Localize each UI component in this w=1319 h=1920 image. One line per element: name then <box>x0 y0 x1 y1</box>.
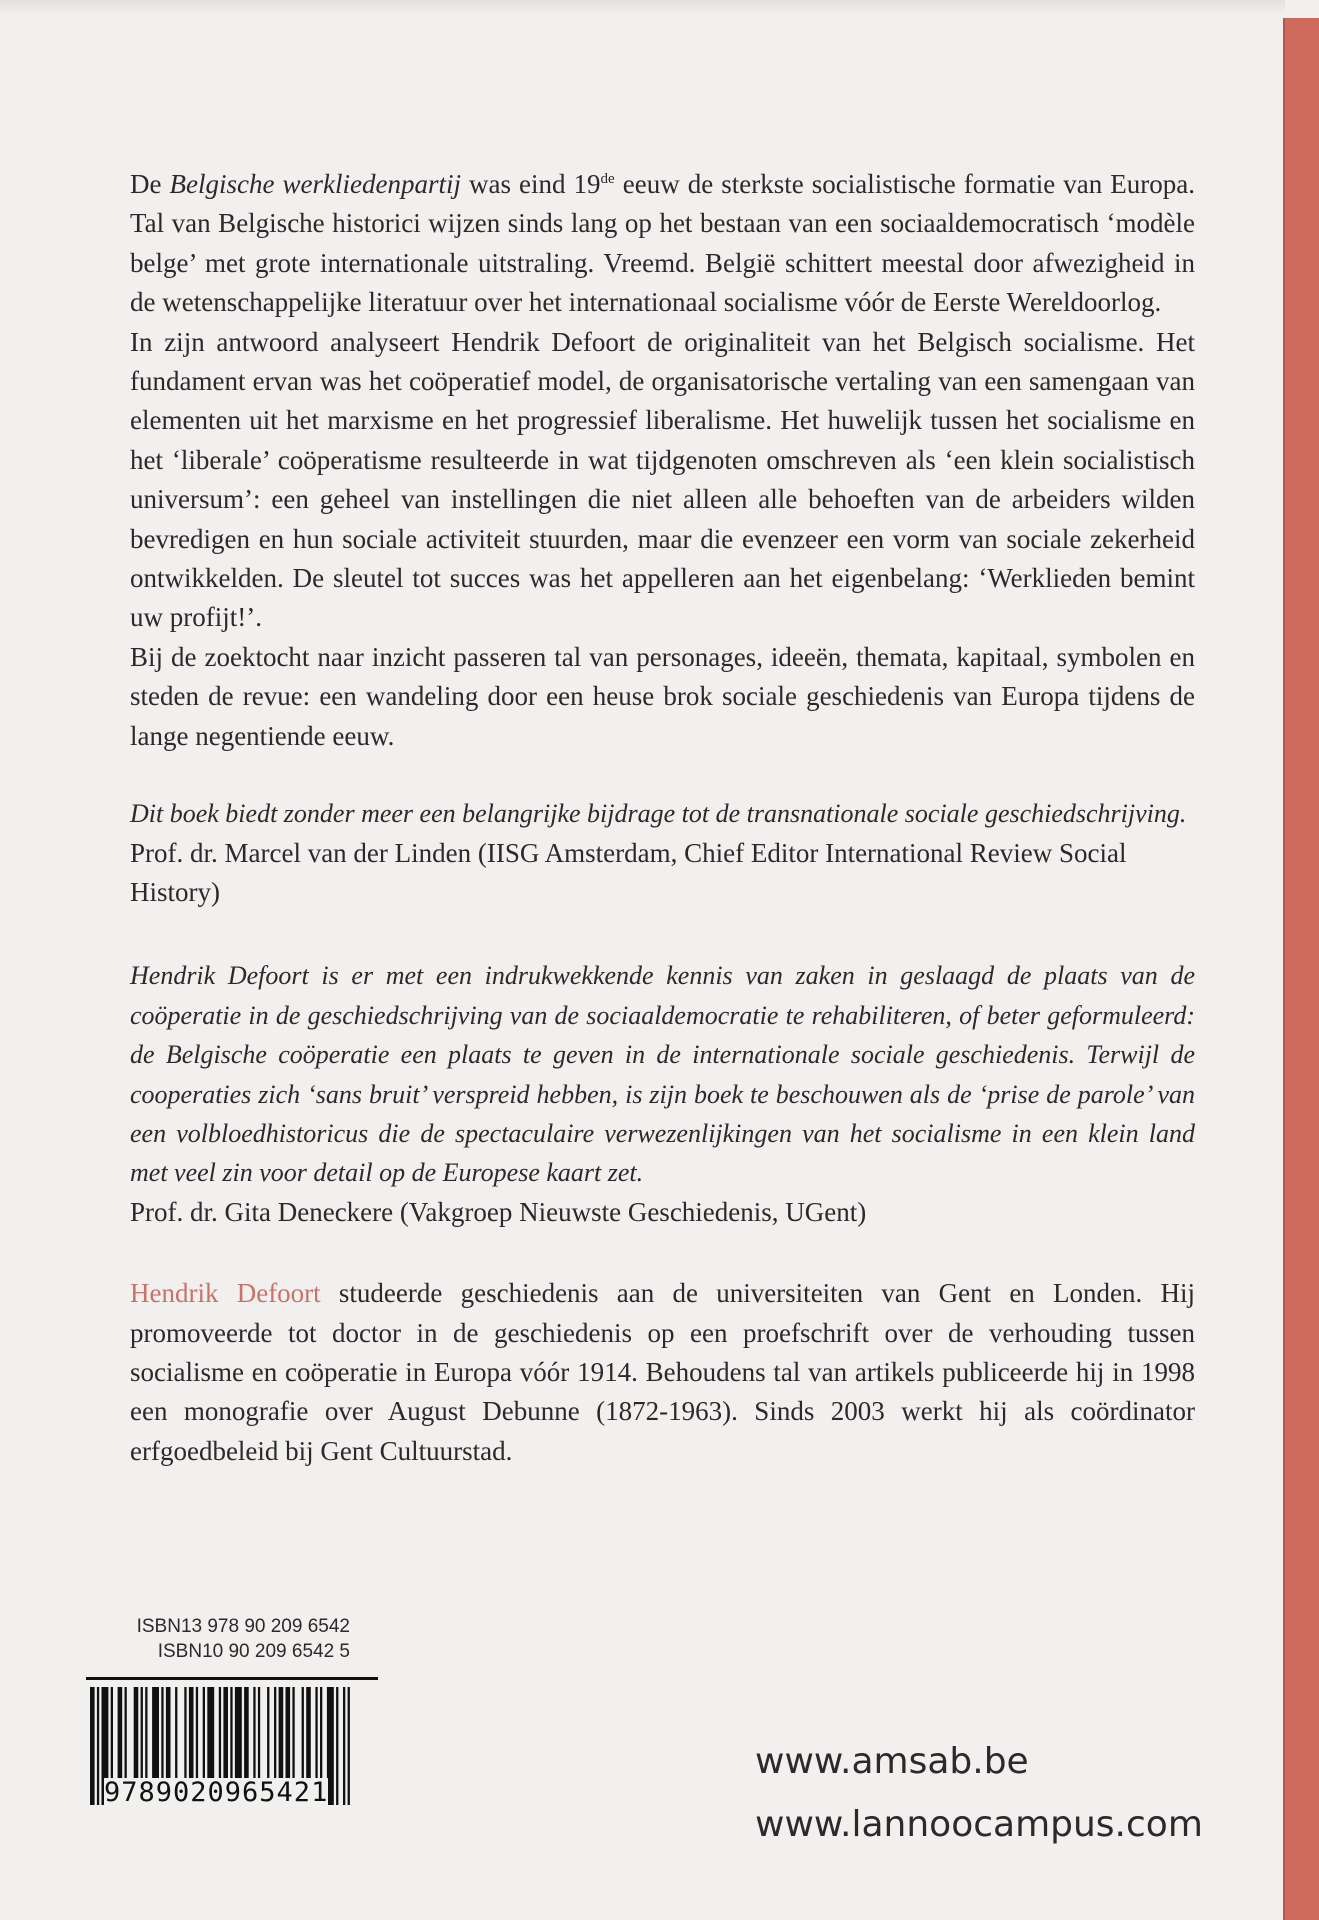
author-name: Hendrik Defoort <box>130 1278 321 1309</box>
quote-text: Dit boek biedt zonder meer een belangrijke bijdrage tot de transnationale sociale geschiedschrijving. <box>130 799 1187 829</box>
quote-text: Hendrik Defoort is er met een indrukwekkende kennis van zaken in geslaagd de plaats van de coöperatie in de geschiedschrijving van de sociaaldemocratie te rehabiliteren, of beter geformuleerd: de Belgische coöperatie een plaats te geven in de internationale sociale geschiedenis. Terwijl de cooperaties zich ‘sans bruit’ verspreid hebben, is zijn boek te beschouwen als de ‘prise de parole’ van een volbloedhistoricus die de spectaculaire verwezenlijkingen van het socialisme in een klein land met veel zin voor detail op de Europese kaart zet. <box>130 961 1195 1188</box>
quote-attribution: Prof. dr. Marcel van der Linden (IISG Amsterdam, Chief Editor International Review Social History) <box>130 837 1127 907</box>
isbn-block <box>100 1614 350 1664</box>
barcode-digits: 9789020965421 <box>104 1777 329 1808</box>
intro-text-start: De <box>130 169 170 199</box>
lannoo-url[interactable]: www.lannoocampus.com <box>755 1804 1203 1845</box>
journey-paragraph: Bij de zoektocht naar inzicht passeren tal van personages, ideeën, themata, kapitaal, symbolen en steden de revue: een wandeling door een heuse brok sociale geschiedenis van Europa tijdens de lange negentiende eeuw. <box>130 641 1195 751</box>
barcode <box>86 1677 378 1827</box>
quote-attribution: Prof. dr. Gita Deneckere (Vakgroep Nieuwste Geschiedenis, UGent) <box>130 1196 867 1227</box>
intro-paragraph <box>130 165 1195 323</box>
top-shadow <box>0 0 1285 14</box>
analysis-paragraph: In zijn antwoord analyseert Hendrik Defoort de originaliteit van het Belgisch socialisme. Het fundament ervan was het coöperatief model, de organisatorische vertaling van een samengaan van elementen uit het marxisme en het progressief liberalisme. Het huwelijk tussen het socialisme en het ‘liberale’ coöperatisme resulteerde in wat tijdgenoten omschreven als ‘een klein socialistisch universum’: een geheel van instellingen die niet alleen alle behoeften van de arbeiders wilden bevredigen en hun sociale activiteit stuurden, maar die evenzeer een vorm van sociale zekerheid ontwikkelden. De sleutel tot succes was het appelleren aan het eigenbelang: ‘Werklieden bemint uw profijt!’. <box>130 326 1195 633</box>
barcode-top-rule <box>86 1677 378 1680</box>
author-bio-text: studeerde geschiedenis aan de universiteiten van Gent en Londen. Hij promoveerde tot doctor in de geschiedenis op een proefschrift over de verhouding tussen socialisme en coöperatie in Europa vóór 1914. Behoudens tal van artikels publiceerde hij in 1998 een monografie over August Debunne (1872-1963). Sinds 2003 werkt hij als coördinator erfgoedbeleid bij Gent Cultuurstad. <box>130 1278 1195 1466</box>
century-superscript: de <box>600 171 615 187</box>
quote-linden <box>130 794 1195 912</box>
isbn10: ISBN10 90 209 6542 5 <box>157 1641 350 1662</box>
back-cover-text <box>130 165 1195 1471</box>
amsab-url[interactable]: www.amsab.be <box>755 1741 1029 1782</box>
intro-text-end: eeuw de sterkste socialistische formatie van Europa. Tal van Belgische historici wijzen sinds lang op het bestaan van een sociaaldemocratisch ‘modèle belge’ met grote internationale uitstraling. Vreemd. België schittert meestal door afwezigheid in de wetenschappelijke literatuur over het internationaal socialisme vóór de Eerste Wereldoorlog. <box>130 169 1195 318</box>
isbn13: ISBN13 978 90 209 6542 <box>136 1616 350 1637</box>
party-name: Belgische werkliedenpartij <box>169 169 461 199</box>
quote-deneckere <box>130 956 1195 1232</box>
intro-text-mid: was eind 19 <box>460 169 601 199</box>
spine-edge-stripe <box>1283 18 1319 1920</box>
publisher-urls <box>755 1730 1203 1856</box>
author-bio <box>130 1274 1195 1471</box>
